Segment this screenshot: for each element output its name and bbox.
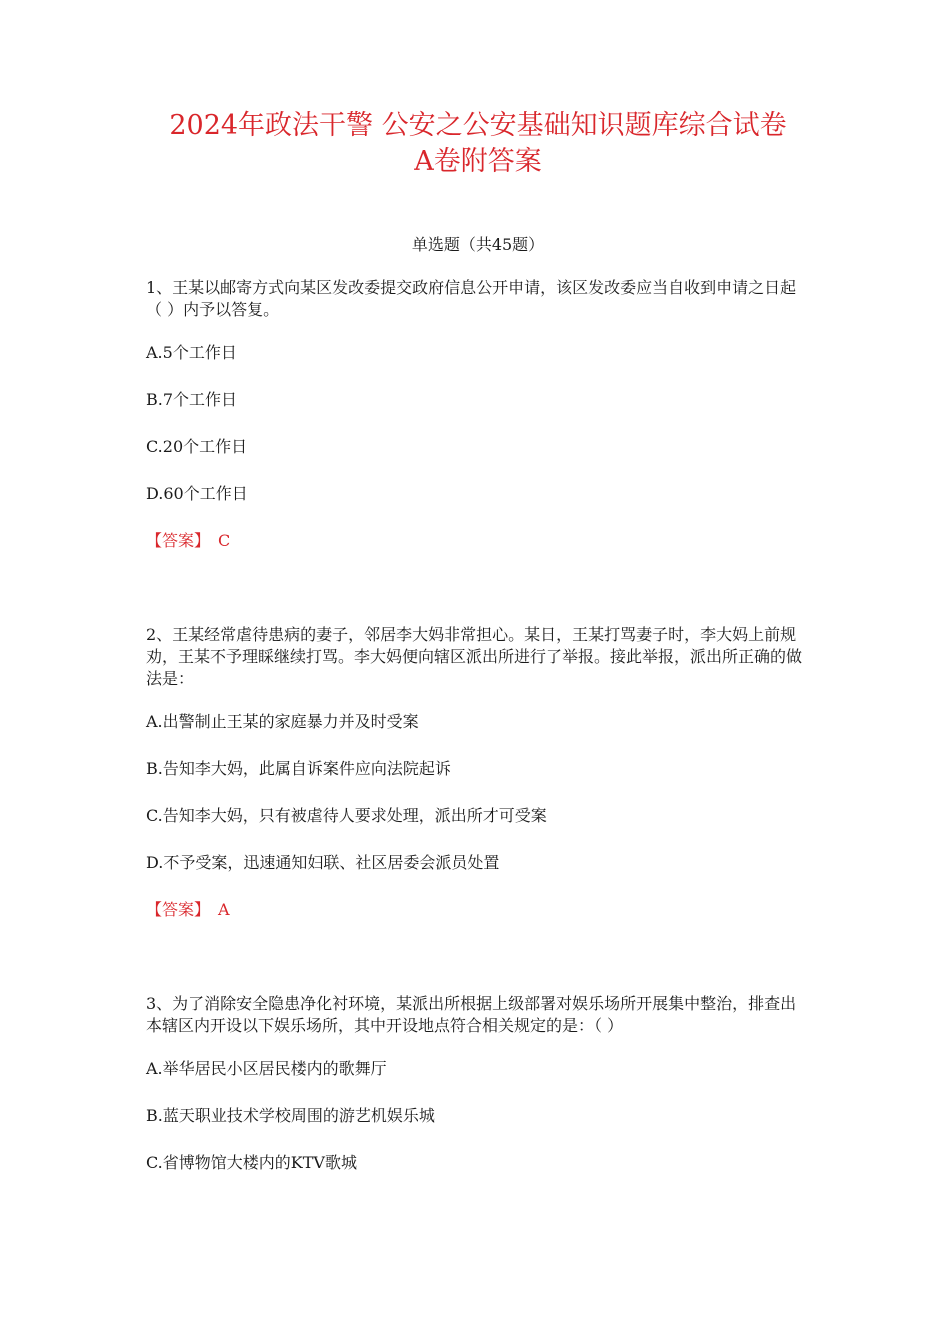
question-2-option-c: C.告知李大妈，只有被虐待人要求处理，派出所才可受案: [146, 806, 547, 825]
question-2: [146, 624, 810, 921]
question-3-option-b: B.蓝天职业技术学校周围的游艺机娱乐城: [146, 1106, 435, 1125]
question-3-stem: 3、为了消除安全隐患净化衬环境，某派出所根据上级部署对娱乐场所开展集中整治，排查出本辖区内开设以下娱乐场所，其中开设地点符合相关规定的是：（ ）: [146, 994, 797, 1035]
document-title-line-1: 2024年政法干警 公安之公安基础知识题库综合试卷: [169, 110, 787, 141]
question-3-option-c: C.省博物馆大楼内的KTV歌城: [146, 1153, 357, 1172]
question-1-option-a: A.5个工作日: [146, 343, 237, 362]
document-title: [146, 108, 810, 180]
question-2-answer-label: 【答案】: [146, 900, 211, 919]
question-1-stem: 1、王某以邮寄方式向某区发改委提交政府信息公开申请，该区发改委应当自收到申请之日起（ ）内予以答复。: [146, 278, 797, 319]
section-heading: 单选题（共45题）: [411, 235, 545, 254]
question-1-option-d: D.60个工作日: [146, 484, 248, 503]
question-3: [146, 993, 810, 1174]
question-1: [146, 277, 810, 552]
question-1-answer-label: 【答案】: [146, 531, 211, 550]
question-3-option-a: A.举华居民小区居民楼内的歌舞厅: [146, 1059, 387, 1078]
question-2-answer-value: A: [218, 900, 230, 919]
question-2-option-b: B.告知李大妈，此属自诉案件应向法院起诉: [146, 759, 451, 778]
question-2-option-d: D.不予受案，迅速通知妇联、社区居委会派员处置: [146, 853, 500, 872]
question-1-option-c: C.20个工作日: [146, 437, 248, 456]
document-title-line-2: A卷附答案: [414, 146, 542, 177]
question-1-answer: [146, 530, 810, 552]
question-2-stem: 2、王某经常虐待患病的妻子，邻居李大妈非常担心。某日，王某打骂妻子时，李大妈上前规劝，王某不予理睬继续打骂。李大妈便向辖区派出所进行了举报。接此举报，派出所正确的做法是：: [146, 625, 803, 688]
question-2-answer: [146, 899, 810, 921]
question-1-option-b: B.7个工作日: [146, 390, 238, 409]
question-1-answer-value: C: [218, 531, 231, 550]
question-2-option-a: A.出警制止王某的家庭暴力并及时受案: [146, 712, 419, 731]
